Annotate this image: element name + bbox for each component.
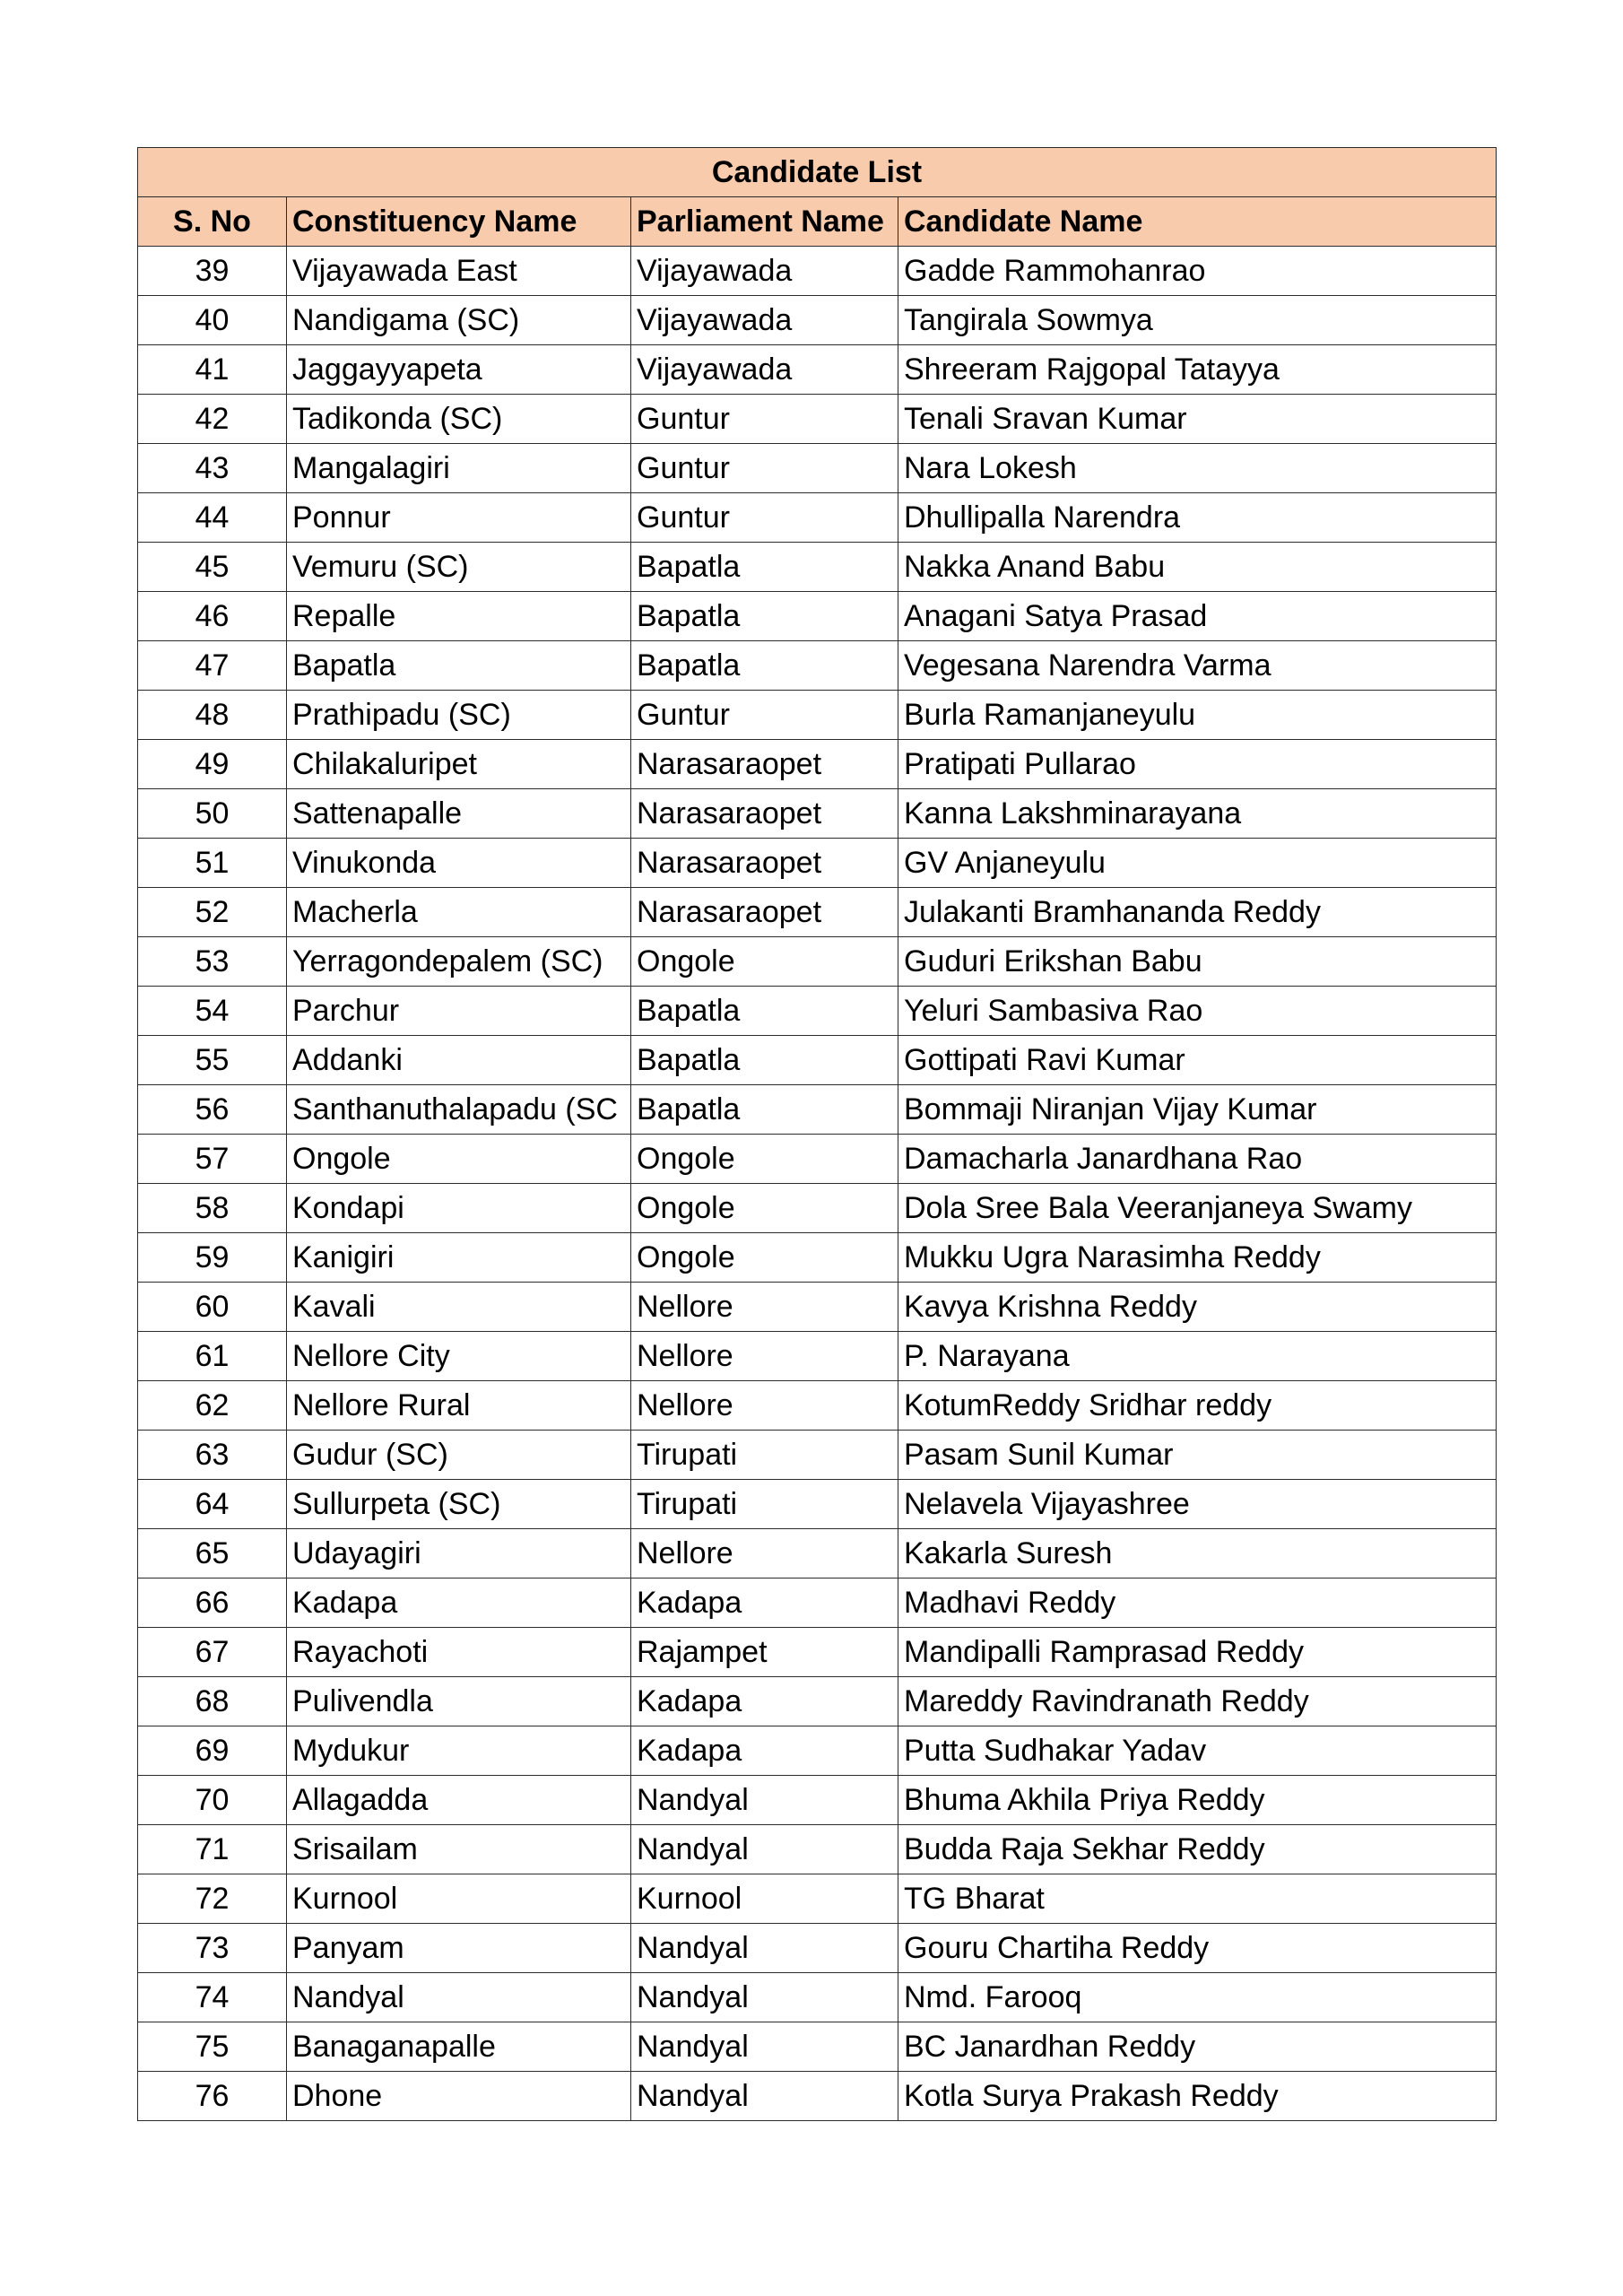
table-title: Candidate List — [138, 148, 1497, 197]
header-parliament-name: Parliament Name — [631, 197, 898, 247]
cell-constituency-name: Parchur — [287, 987, 631, 1036]
cell-parliament-name: Kadapa — [631, 1677, 898, 1726]
header-candidate-name: Candidate Name — [898, 197, 1497, 247]
cell-candidate-name: Kanna Lakshminarayana — [898, 789, 1497, 839]
cell-parliament-name: Kadapa — [631, 1578, 898, 1628]
cell-candidate-name: Dhullipalla Narendra — [898, 493, 1497, 543]
cell-s-no: 42 — [138, 395, 287, 444]
cell-s-no: 74 — [138, 1973, 287, 2022]
table-row — [138, 1283, 1497, 1332]
table-row — [138, 1874, 1497, 1924]
cell-s-no: 45 — [138, 543, 287, 592]
cell-constituency-name: Santhanuthalapadu (SC — [287, 1085, 631, 1135]
cell-candidate-name: Nmd. Farooq — [898, 1973, 1497, 2022]
cell-candidate-name: Nakka Anand Babu — [898, 543, 1497, 592]
cell-parliament-name: Nandyal — [631, 1825, 898, 1874]
cell-parliament-name: Nellore — [631, 1529, 898, 1578]
cell-s-no: 68 — [138, 1677, 287, 1726]
cell-s-no: 54 — [138, 987, 287, 1036]
cell-candidate-name: Damacharla Janardhana Rao — [898, 1135, 1497, 1184]
table-row — [138, 1578, 1497, 1628]
cell-s-no: 51 — [138, 839, 287, 888]
cell-candidate-name: Guduri Erikshan Babu — [898, 937, 1497, 987]
cell-candidate-name: Putta Sudhakar Yadav — [898, 1726, 1497, 1776]
cell-s-no: 53 — [138, 937, 287, 987]
cell-constituency-name: Vinukonda — [287, 839, 631, 888]
table-row — [138, 1825, 1497, 1874]
cell-s-no: 64 — [138, 1480, 287, 1529]
cell-parliament-name: Narasaraopet — [631, 740, 898, 789]
table-row — [138, 740, 1497, 789]
cell-candidate-name: Budda Raja Sekhar Reddy — [898, 1825, 1497, 1874]
table-row — [138, 641, 1497, 691]
table-row — [138, 1381, 1497, 1431]
cell-parliament-name: Nandyal — [631, 2022, 898, 2072]
candidate-list-table — [137, 147, 1497, 2121]
cell-constituency-name: Srisailam — [287, 1825, 631, 1874]
cell-parliament-name: Ongole — [631, 937, 898, 987]
cell-parliament-name: Ongole — [631, 1184, 898, 1233]
table-row — [138, 2072, 1497, 2121]
cell-candidate-name: Vegesana Narendra Varma — [898, 641, 1497, 691]
cell-constituency-name: Kondapi — [287, 1184, 631, 1233]
table-row — [138, 1529, 1497, 1578]
cell-candidate-name: TG Bharat — [898, 1874, 1497, 1924]
cell-candidate-name: Tenali Sravan Kumar — [898, 395, 1497, 444]
cell-parliament-name: Ongole — [631, 1233, 898, 1283]
cell-constituency-name: Banaganapalle — [287, 2022, 631, 2072]
cell-parliament-name: Rajampet — [631, 1628, 898, 1677]
cell-constituency-name: Mangalagiri — [287, 444, 631, 493]
table-row — [138, 1431, 1497, 1480]
table-row — [138, 444, 1497, 493]
cell-parliament-name: Nellore — [631, 1283, 898, 1332]
cell-parliament-name: Nandyal — [631, 1924, 898, 1973]
cell-constituency-name: Bapatla — [287, 641, 631, 691]
cell-parliament-name: Narasaraopet — [631, 888, 898, 937]
cell-s-no: 43 — [138, 444, 287, 493]
header-constituency-name: Constituency Name — [287, 197, 631, 247]
cell-s-no: 56 — [138, 1085, 287, 1135]
cell-candidate-name: Julakanti Bramhananda Reddy — [898, 888, 1497, 937]
table-row — [138, 592, 1497, 641]
cell-s-no: 61 — [138, 1332, 287, 1381]
table-row — [138, 1036, 1497, 1085]
cell-s-no: 52 — [138, 888, 287, 937]
cell-constituency-name: Repalle — [287, 592, 631, 641]
table-row — [138, 839, 1497, 888]
cell-candidate-name: Bhuma Akhila Priya Reddy — [898, 1776, 1497, 1825]
cell-s-no: 60 — [138, 1283, 287, 1332]
cell-constituency-name: Nellore City — [287, 1332, 631, 1381]
cell-candidate-name: Yeluri Sambasiva Rao — [898, 987, 1497, 1036]
cell-parliament-name: Bapatla — [631, 543, 898, 592]
table-body — [138, 247, 1497, 2121]
cell-s-no: 55 — [138, 1036, 287, 1085]
cell-constituency-name: Sattenapalle — [287, 789, 631, 839]
table-row — [138, 1480, 1497, 1529]
cell-s-no: 72 — [138, 1874, 287, 1924]
table-title-row — [138, 148, 1497, 197]
cell-s-no: 75 — [138, 2022, 287, 2072]
cell-s-no: 71 — [138, 1825, 287, 1874]
cell-constituency-name: Ongole — [287, 1135, 631, 1184]
cell-s-no: 66 — [138, 1578, 287, 1628]
cell-parliament-name: Bapatla — [631, 1036, 898, 1085]
cell-candidate-name: Pasam Sunil Kumar — [898, 1431, 1497, 1480]
cell-s-no: 63 — [138, 1431, 287, 1480]
cell-constituency-name: Macherla — [287, 888, 631, 937]
cell-s-no: 41 — [138, 345, 287, 395]
cell-parliament-name: Tirupati — [631, 1480, 898, 1529]
cell-constituency-name: Tadikonda (SC) — [287, 395, 631, 444]
cell-constituency-name: Kanigiri — [287, 1233, 631, 1283]
table-row — [138, 1184, 1497, 1233]
cell-candidate-name: Burla Ramanjaneyulu — [898, 691, 1497, 740]
cell-constituency-name: Addanki — [287, 1036, 631, 1085]
cell-candidate-name: Mandipalli Ramprasad Reddy — [898, 1628, 1497, 1677]
cell-constituency-name: Kurnool — [287, 1874, 631, 1924]
table-row — [138, 247, 1497, 296]
table-row — [138, 1924, 1497, 1973]
cell-s-no: 48 — [138, 691, 287, 740]
cell-parliament-name: Vijayawada — [631, 345, 898, 395]
cell-parliament-name: Nandyal — [631, 1776, 898, 1825]
cell-constituency-name: Kadapa — [287, 1578, 631, 1628]
cell-candidate-name: Nara Lokesh — [898, 444, 1497, 493]
cell-constituency-name: Mydukur — [287, 1726, 631, 1776]
cell-parliament-name: Ongole — [631, 1135, 898, 1184]
cell-parliament-name: Guntur — [631, 493, 898, 543]
table-row — [138, 1628, 1497, 1677]
cell-constituency-name: Chilakaluripet — [287, 740, 631, 789]
cell-parliament-name: Bapatla — [631, 1085, 898, 1135]
cell-candidate-name: Pratipati Pullarao — [898, 740, 1497, 789]
cell-constituency-name: Udayagiri — [287, 1529, 631, 1578]
cell-candidate-name: Kakarla Suresh — [898, 1529, 1497, 1578]
cell-parliament-name: Narasaraopet — [631, 839, 898, 888]
cell-parliament-name: Guntur — [631, 691, 898, 740]
cell-constituency-name: Sullurpeta (SC) — [287, 1480, 631, 1529]
table-row — [138, 1677, 1497, 1726]
table-row — [138, 395, 1497, 444]
table-row — [138, 789, 1497, 839]
cell-candidate-name: Gottipati Ravi Kumar — [898, 1036, 1497, 1085]
cell-s-no: 67 — [138, 1628, 287, 1677]
table-row — [138, 691, 1497, 740]
cell-s-no: 40 — [138, 296, 287, 345]
cell-candidate-name: Bommaji Niranjan Vijay Kumar — [898, 1085, 1497, 1135]
cell-candidate-name: Mukku Ugra Narasimha Reddy — [898, 1233, 1497, 1283]
table-row — [138, 1135, 1497, 1184]
table-row — [138, 1726, 1497, 1776]
table-row — [138, 345, 1497, 395]
cell-s-no: 44 — [138, 493, 287, 543]
cell-s-no: 57 — [138, 1135, 287, 1184]
cell-parliament-name: Vijayawada — [631, 296, 898, 345]
cell-constituency-name: Yerragondepalem (SC) — [287, 937, 631, 987]
cell-constituency-name: Jaggayyapeta — [287, 345, 631, 395]
cell-s-no: 46 — [138, 592, 287, 641]
table-row — [138, 1973, 1497, 2022]
cell-parliament-name: Bapatla — [631, 592, 898, 641]
cell-s-no: 59 — [138, 1233, 287, 1283]
table-row — [138, 2022, 1497, 2072]
cell-candidate-name: BC Janardhan Reddy — [898, 2022, 1497, 2072]
table-row — [138, 888, 1497, 937]
cell-candidate-name: GV Anjaneyulu — [898, 839, 1497, 888]
cell-s-no: 39 — [138, 247, 287, 296]
cell-parliament-name: Kadapa — [631, 1726, 898, 1776]
cell-candidate-name: Dola Sree Bala Veeranjaneya Swamy — [898, 1184, 1497, 1233]
cell-constituency-name: Allagadda — [287, 1776, 631, 1825]
cell-parliament-name: Tirupati — [631, 1431, 898, 1480]
cell-candidate-name: Nelavela Vijayashree — [898, 1480, 1497, 1529]
cell-candidate-name: Kotla Surya Prakash Reddy — [898, 2072, 1497, 2121]
table-row — [138, 937, 1497, 987]
cell-constituency-name: Vemuru (SC) — [287, 543, 631, 592]
cell-candidate-name: Tangirala Sowmya — [898, 296, 1497, 345]
table-row — [138, 1332, 1497, 1381]
cell-candidate-name: Madhavi Reddy — [898, 1578, 1497, 1628]
cell-s-no: 73 — [138, 1924, 287, 1973]
cell-candidate-name: Gadde Rammohanrao — [898, 247, 1497, 296]
cell-constituency-name: Dhone — [287, 2072, 631, 2121]
cell-candidate-name: Shreeram Rajgopal Tatayya — [898, 345, 1497, 395]
cell-parliament-name: Bapatla — [631, 641, 898, 691]
cell-candidate-name: Kavya Krishna Reddy — [898, 1283, 1497, 1332]
cell-constituency-name: Rayachoti — [287, 1628, 631, 1677]
table-row — [138, 296, 1497, 345]
cell-constituency-name: Panyam — [287, 1924, 631, 1973]
cell-s-no: 47 — [138, 641, 287, 691]
cell-s-no: 70 — [138, 1776, 287, 1825]
cell-constituency-name: Pulivendla — [287, 1677, 631, 1726]
cell-s-no: 50 — [138, 789, 287, 839]
cell-constituency-name: Kavali — [287, 1283, 631, 1332]
cell-parliament-name: Guntur — [631, 444, 898, 493]
cell-parliament-name: Narasaraopet — [631, 789, 898, 839]
cell-constituency-name: Nandyal — [287, 1973, 631, 2022]
cell-candidate-name: Mareddy Ravindranath Reddy — [898, 1677, 1497, 1726]
cell-candidate-name: KotumReddy Sridhar reddy — [898, 1381, 1497, 1431]
cell-s-no: 49 — [138, 740, 287, 789]
cell-parliament-name: Vijayawada — [631, 247, 898, 296]
cell-parliament-name: Kurnool — [631, 1874, 898, 1924]
cell-s-no: 69 — [138, 1726, 287, 1776]
cell-s-no: 76 — [138, 2072, 287, 2121]
table-header-row — [138, 197, 1497, 247]
cell-candidate-name: Anagani Satya Prasad — [898, 592, 1497, 641]
cell-s-no: 65 — [138, 1529, 287, 1578]
cell-constituency-name: Ponnur — [287, 493, 631, 543]
table-row — [138, 987, 1497, 1036]
cell-s-no: 58 — [138, 1184, 287, 1233]
table-row — [138, 1085, 1497, 1135]
cell-candidate-name: Gouru Chartiha Reddy — [898, 1924, 1497, 1973]
table-row — [138, 493, 1497, 543]
cell-parliament-name: Bapatla — [631, 987, 898, 1036]
table-row — [138, 543, 1497, 592]
cell-s-no: 62 — [138, 1381, 287, 1431]
cell-constituency-name: Nellore Rural — [287, 1381, 631, 1431]
cell-constituency-name: Vijayawada East — [287, 247, 631, 296]
header-s-no: S. No — [138, 197, 287, 247]
cell-parliament-name: Guntur — [631, 395, 898, 444]
table-row — [138, 1233, 1497, 1283]
cell-parliament-name: Nellore — [631, 1332, 898, 1381]
cell-parliament-name: Nandyal — [631, 2072, 898, 2121]
cell-constituency-name: Nandigama (SC) — [287, 296, 631, 345]
cell-candidate-name: P. Narayana — [898, 1332, 1497, 1381]
cell-constituency-name: Prathipadu (SC) — [287, 691, 631, 740]
cell-parliament-name: Nellore — [631, 1381, 898, 1431]
table-row — [138, 1776, 1497, 1825]
cell-constituency-name: Gudur (SC) — [287, 1431, 631, 1480]
cell-parliament-name: Nandyal — [631, 1973, 898, 2022]
